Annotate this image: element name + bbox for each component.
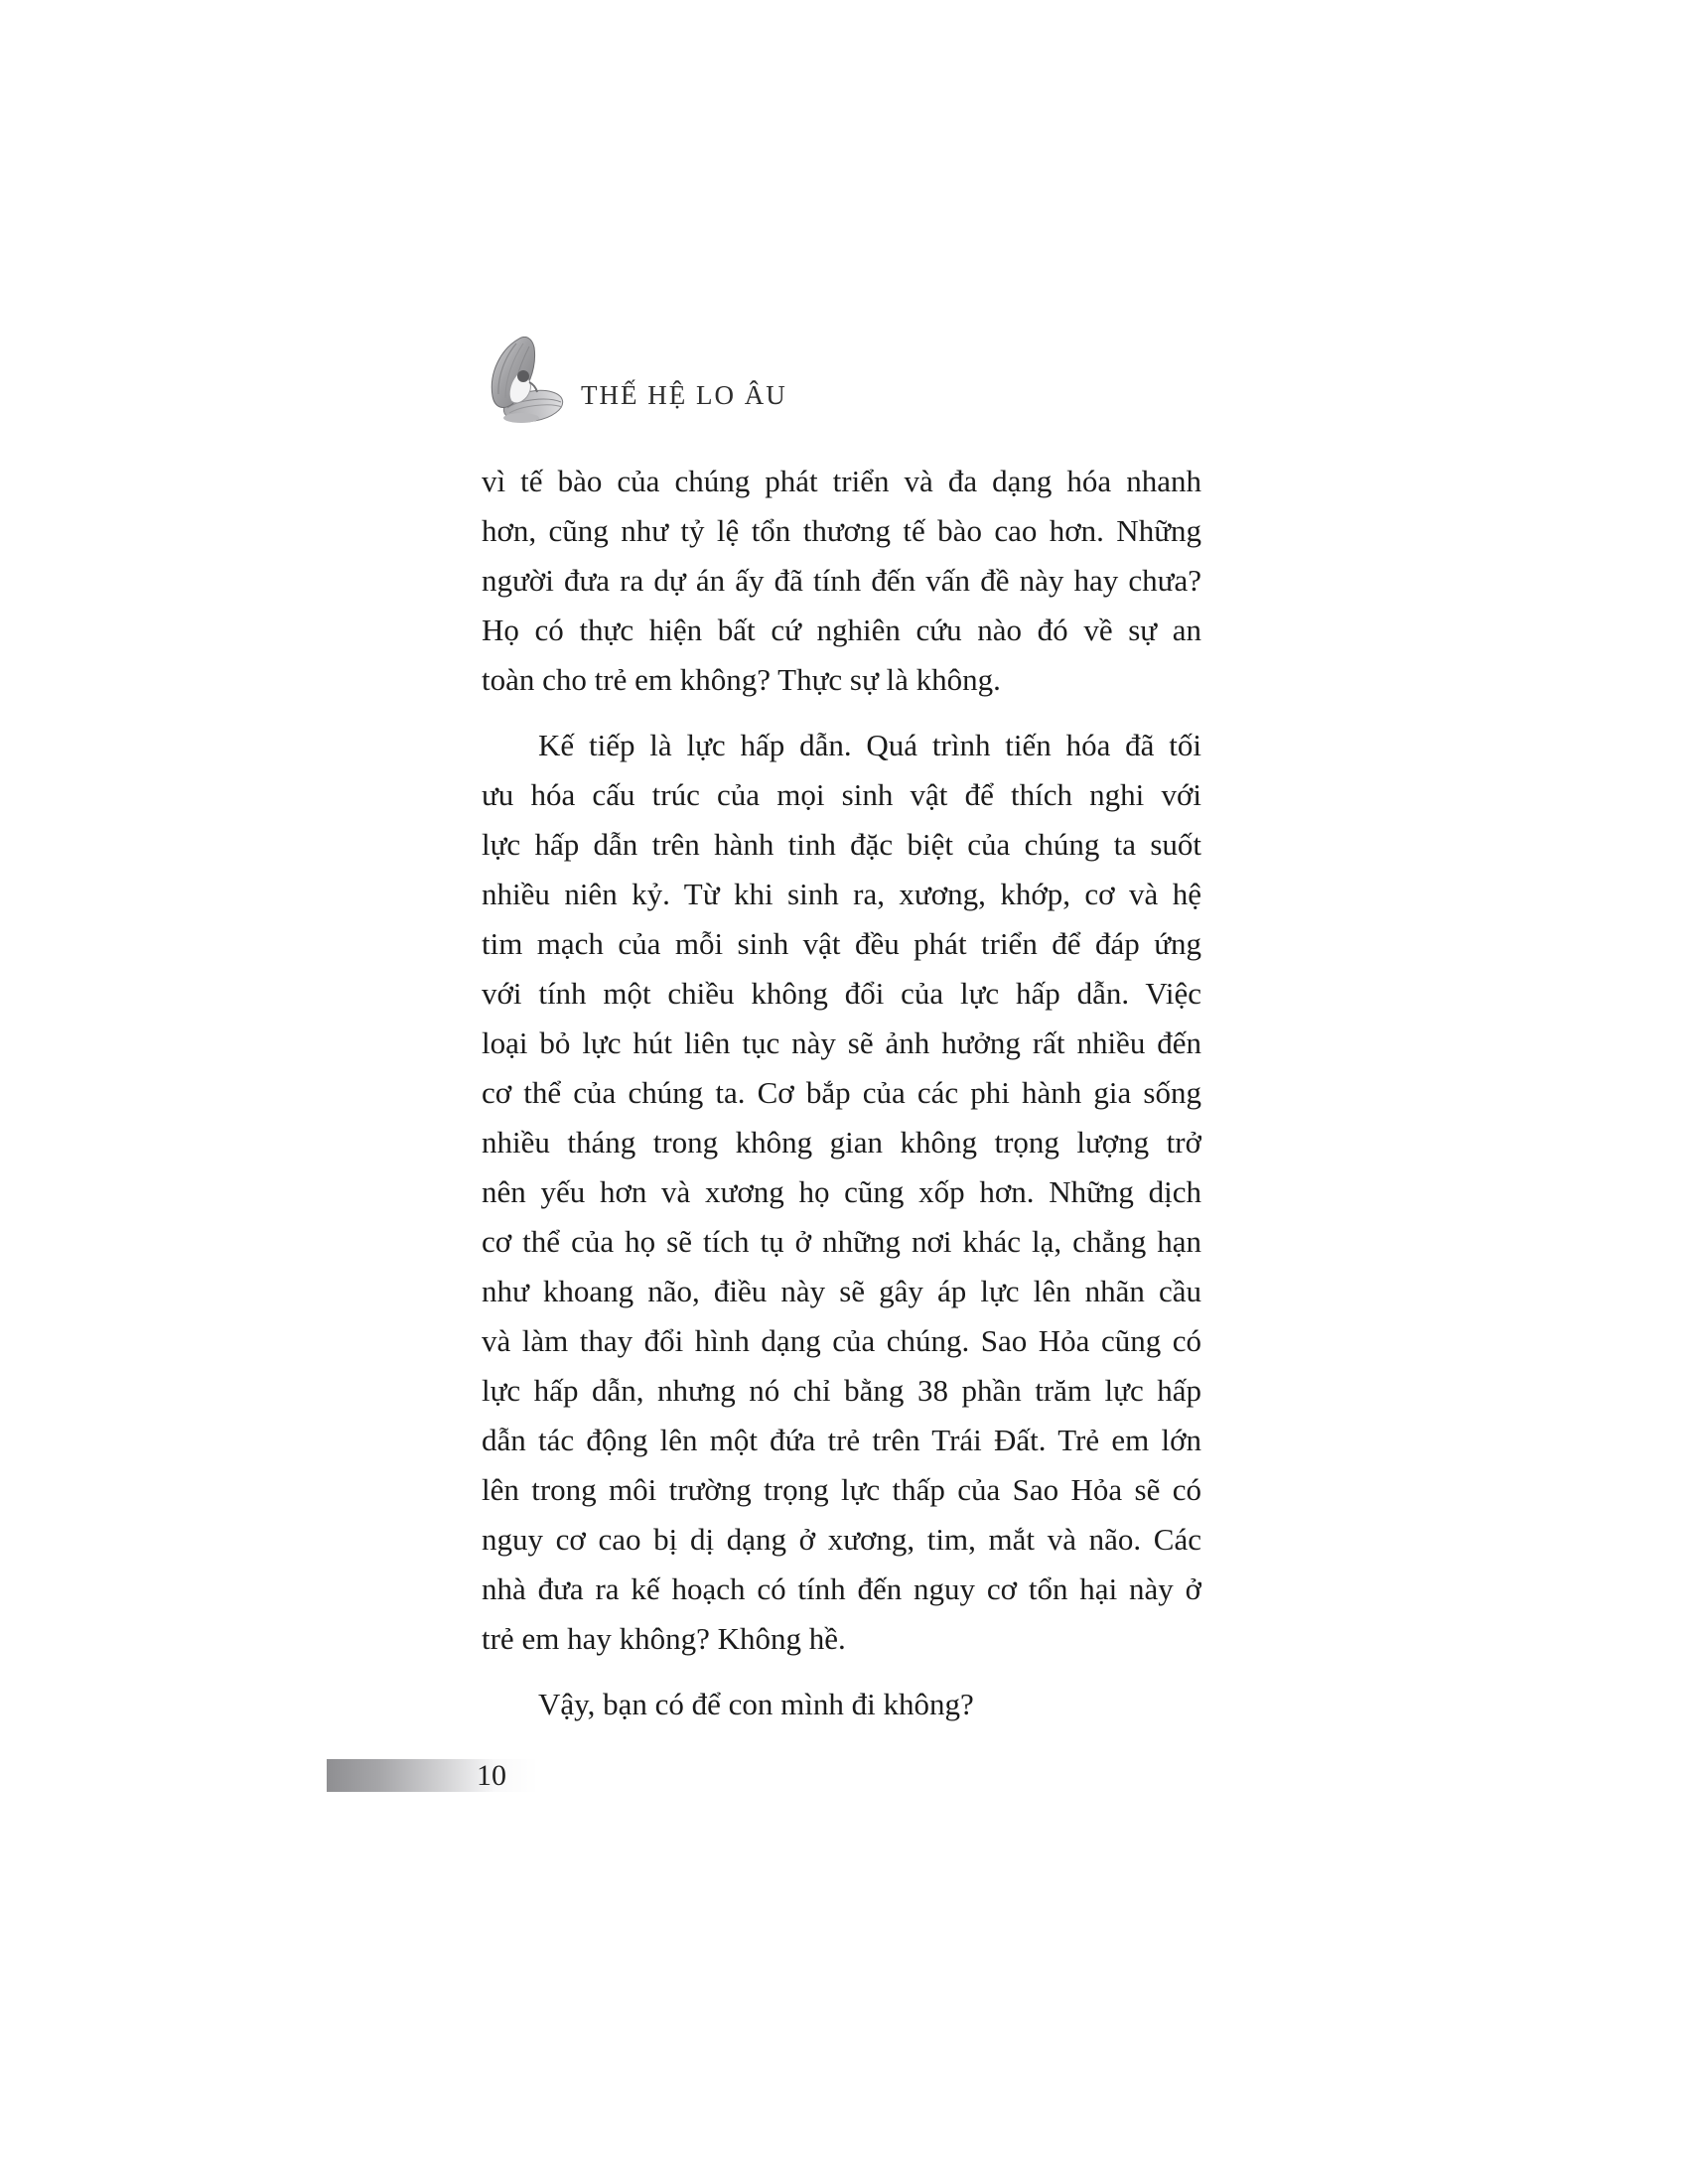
body-line: lực hấp dẫn, nhưng nó chỉ bằng 38 phần trăm lực hấp — [482, 1373, 1201, 1408]
oyster-shell-icon — [484, 337, 567, 426]
body-line: Vậy, bạn có để con mình đi không? — [538, 1687, 974, 1721]
body-line: cơ thể của họ sẽ tích tụ ở những nơi khác lạ, chẳng hạn — [482, 1224, 1201, 1259]
body-line: lực hấp dẫn trên hành tinh đặc biệt của chúng ta suốt — [482, 827, 1201, 862]
body-line: nên yếu hơn và xương họ cũng xốp hơn. Những dịch — [482, 1174, 1201, 1209]
paragraph — [482, 457, 1201, 705]
body-line: như khoang não, điều này sẽ gây áp lực lên nhãn cầu — [482, 1274, 1201, 1308]
paragraph — [482, 721, 1201, 1664]
body-line: tim mạch của mỗi sinh vật đều phát triển để đáp ứng — [482, 926, 1201, 961]
running-head-title: THẾ HỆ LO ÂU — [581, 380, 787, 410]
body-line: ưu hóa cấu trúc của mọi sinh vật để thích nghi với — [482, 777, 1201, 812]
body-line: với tính một chiều không đổi của lực hấp dẫn. Việc — [482, 976, 1201, 1011]
page-number: 10 — [477, 1759, 506, 1792]
body-line: toàn cho trẻ em không? Thực sự là không. — [482, 662, 1001, 697]
body-line: hơn, cũng như tỷ lệ tổn thương tế bào cao hơn. Những — [482, 513, 1201, 548]
body-line: Kế tiếp là lực hấp dẫn. Quá trình tiến hóa đã tối — [538, 728, 1201, 762]
page-number-bar — [327, 1759, 538, 1792]
body-line: nhà đưa ra kế hoạch có tính đến nguy cơ tổn hại này ở — [482, 1571, 1201, 1606]
body-line: dẫn tác động lên một đứa trẻ trên Trái Đất. Trẻ em lớn — [482, 1423, 1201, 1457]
body-text — [482, 457, 1201, 1729]
paragraph — [482, 1680, 1201, 1729]
body-line: nguy cơ cao bị dị dạng ở xương, tim, mắt và não. Các — [482, 1522, 1201, 1557]
body-line: và làm thay đổi hình dạng của chúng. Sao Hỏa cũng có — [482, 1323, 1201, 1358]
body-line: nhiều tháng trong không gian không trọng lượng trở — [482, 1125, 1201, 1160]
body-line: người đưa ra dự án ấy đã tính đến vấn đề này hay chưa? — [482, 563, 1201, 598]
body-line: loại bỏ lực hút liên tục này sẽ ảnh hưởng rất nhiều đến — [482, 1025, 1201, 1060]
body-line: Họ có thực hiện bất cứ nghiên cứu nào đó về sự an — [482, 613, 1201, 647]
body-line: trẻ em hay không? Không hề. — [482, 1621, 846, 1656]
body-line: vì tế bào của chúng phát triển và đa dạng hóa nhanh — [482, 464, 1201, 498]
body-line: cơ thể của chúng ta. Cơ bắp của các phi hành gia sống — [482, 1075, 1201, 1110]
body-line: lên trong môi trường trọng lực thấp của Sao Hỏa sẽ có — [482, 1472, 1201, 1507]
body-line: nhiều niên kỷ. Từ khi sinh ra, xương, khớp, cơ và hệ — [482, 877, 1201, 911]
